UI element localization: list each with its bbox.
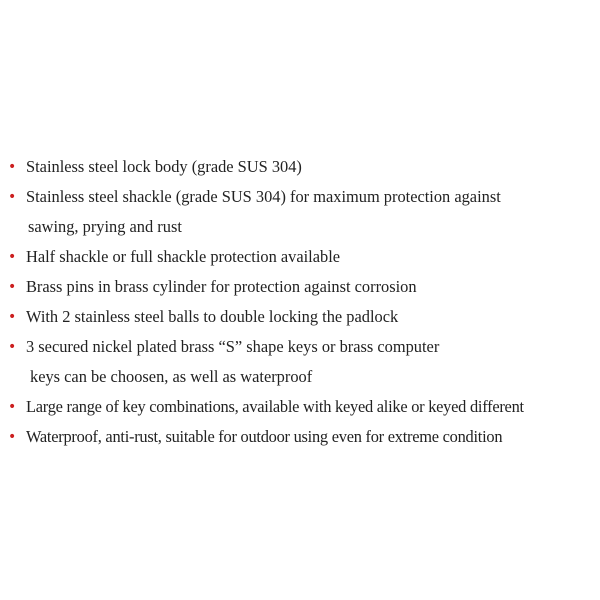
feature-item [6,392,596,422]
feature-text: Stainless steel shackle (grade SUS 304) for maximum protection against [26,187,501,206]
feature-item [6,272,596,302]
feature-item [6,152,596,182]
feature-item [6,422,596,452]
feature-item [6,302,596,332]
feature-item [6,332,596,392]
bullet-icon: • [8,189,17,205]
bullet-icon: • [8,339,17,355]
feature-text: Large range of key combinations, available with keyed alike or keyed different [26,397,524,416]
feature-list [6,152,596,452]
feature-text: Waterproof, anti-rust, suitable for outdoor using even for extreme condition [26,427,503,446]
feature-text: With 2 stainless steel balls to double locking the padlock [26,307,399,326]
bullet-icon: • [8,399,17,415]
feature-text: 3 secured nickel plated brass “S” shape keys or brass computer [26,337,440,356]
feature-text: Brass pins in brass cylinder for protection against corrosion [26,277,417,296]
feature-text-continued: keys can be choosen, as well as waterproof [30,367,313,386]
bullet-icon: • [8,249,17,265]
feature-text: Stainless steel lock body (grade SUS 304) [26,157,302,176]
feature-text-continued: sawing, prying and rust [28,217,182,236]
feature-text: Half shackle or full shackle protection available [26,247,341,266]
feature-item [6,182,596,242]
bullet-icon: • [8,159,17,175]
feature-item [6,242,596,272]
bullet-icon: • [8,279,17,295]
bullet-icon: • [8,309,17,325]
bullet-icon: • [8,429,17,445]
